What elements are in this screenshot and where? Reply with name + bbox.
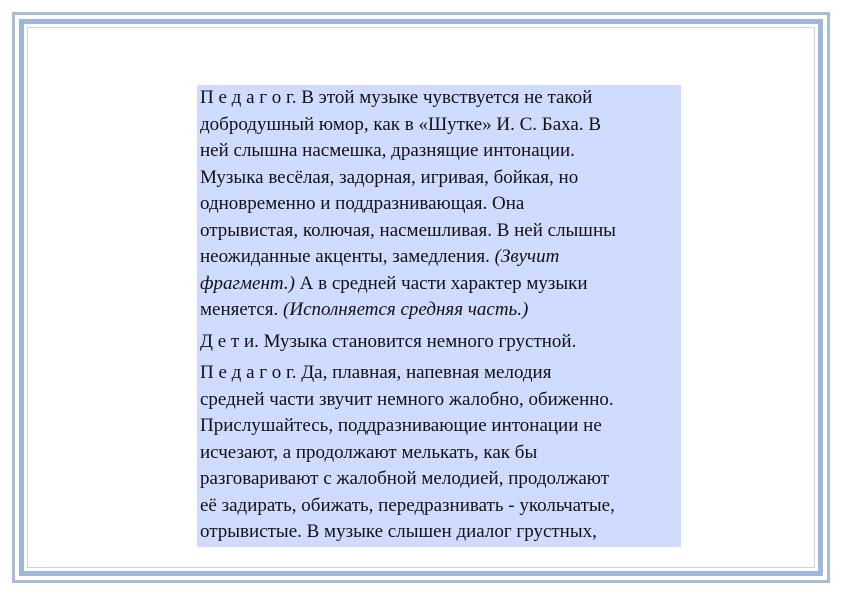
text-line: Музыка становится немного грустной. <box>263 330 577 352</box>
text-line: отрывистая, колючая, насмешливая. В ней слышны <box>200 219 616 241</box>
text-line: ней слышна насмешка, дразнящие интонации. <box>200 140 575 161</box>
text-line: неожиданные акценты, замедления. <box>200 246 490 267</box>
speaker-teacher: П е д а г о г. <box>200 87 297 108</box>
text-line: её задирать, обижать, передразнивать - укольчатые, <box>200 494 615 516</box>
text-line: одновременно и поддразнивающая. Она <box>200 193 525 214</box>
speaker-children: Д е т и. <box>200 330 259 352</box>
paragraph-teacher-2 <box>200 360 681 546</box>
speaker-teacher: П е д а г о г. <box>200 362 297 383</box>
text-line: А в средней части характер музыки <box>299 272 588 294</box>
text-line: разговаривают с жалобной мелодией, продолжают <box>200 468 610 489</box>
stage-direction: фрагмент.) <box>200 272 295 294</box>
stage-direction: (Исполняется средняя часть.) <box>283 299 529 320</box>
text-line: отрывистые. В музыке слышен диалог грустных, <box>200 521 597 542</box>
text-line: Да, плавная, напевная мелодия <box>301 362 552 383</box>
paragraph-children <box>200 329 681 356</box>
text-line: исчезают, а продолжают мелькать, как бы <box>200 441 538 463</box>
stage-direction: (Звучит <box>494 246 560 267</box>
text-line: Прислушайтесь, поддразнивающие интонации не <box>200 415 602 436</box>
slide-text-block <box>197 85 681 547</box>
paragraph-teacher-1 <box>200 85 681 324</box>
text-line: Музыка весёлая, задорная, игривая, бойкая, но <box>200 166 579 188</box>
text-line: добродушный юмор, как в «Шутке» И. С. Баха. В <box>200 113 601 135</box>
text-line: меняется. <box>200 299 279 320</box>
text-line: средней части звучит немного жалобно, обиженно. <box>200 388 614 410</box>
text-line: В этой музыке чувствуется не такой <box>301 87 593 108</box>
